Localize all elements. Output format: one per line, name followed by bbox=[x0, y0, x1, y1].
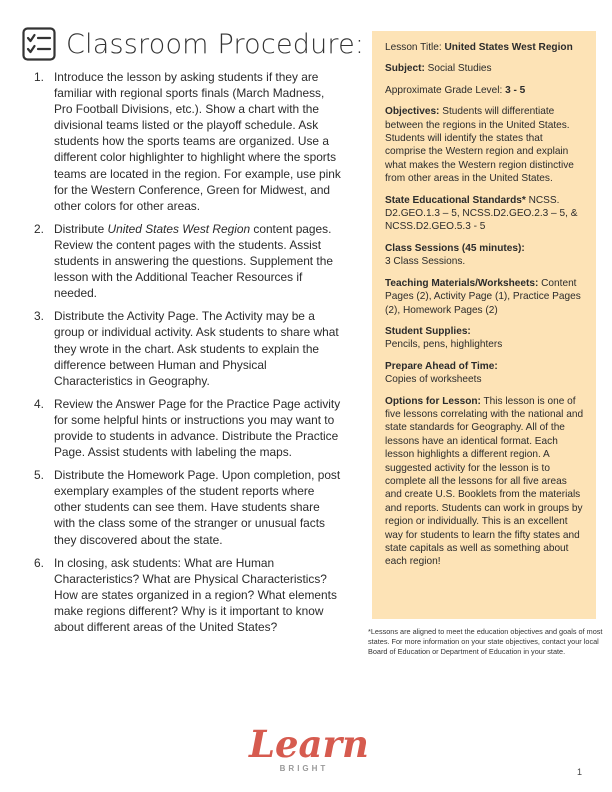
step-text-after: content pages. Review the content pages with the students. Assist students in answering the questions. Supplement the lesson with the Additional Teacher Resources if needed. bbox=[54, 221, 333, 301]
step-number: 3. bbox=[34, 309, 44, 324]
grade-row bbox=[385, 84, 584, 97]
standards-row bbox=[385, 194, 584, 234]
step-number: 5. bbox=[34, 468, 44, 483]
procedure-step bbox=[26, 69, 344, 214]
prepare-label: Prepare Ahead of Time: bbox=[385, 360, 498, 372]
sessions-row bbox=[385, 242, 584, 269]
step-text: Review the Answer Page for the Practice Page activity for some helpful hints or instructions you may want to provide to students in advance. Distribute the Practice Page. Assist students with labeling the maps. bbox=[54, 396, 341, 460]
procedure-step bbox=[26, 396, 344, 460]
grade-value: 3 - 5 bbox=[505, 84, 526, 96]
lesson-title-row bbox=[385, 41, 584, 54]
step-text-before: Distribute bbox=[54, 221, 108, 236]
checklist-icon bbox=[22, 27, 56, 61]
grade-label: Approximate Grade Level: bbox=[385, 84, 506, 96]
logo-subtitle: BRIGHT bbox=[279, 764, 329, 773]
procedure-list bbox=[26, 69, 344, 642]
supplies-row bbox=[385, 325, 584, 352]
lesson-info-sidebar bbox=[372, 31, 596, 619]
step-text: Distribute the Activity Page. The Activity may be a group or individual activity. Ask students to share what they wrote in the chart. Ask students to explain the difference between Human and Physical Characteristics in Geography. bbox=[54, 309, 339, 388]
step-number: 4. bbox=[34, 396, 44, 411]
options-label: Options for Lesson: bbox=[385, 395, 481, 407]
standards-footnote: *Lessons are aligned to meet the education objectives and goals of most states. For more information on your state objectives, contact your local Board of Education or Department of Education in your state. bbox=[368, 627, 603, 657]
logo-word: Learn bbox=[249, 722, 369, 766]
step-text: Introduce the lesson by asking students if they are familiar with regional sports finals (March Madness, Pro Football Divisions, etc.). Show a chart with the divisional teams listed or the playoff schedule. Ask students how the sports teams are organized. Use a different color highlighter to highlight where the sports teams are located in the region. For example, use pink for the Western Conference, Green for Midwest, and other colors for other areas. bbox=[54, 70, 341, 213]
materials-label: Teaching Materials/Worksheets: bbox=[385, 277, 539, 289]
sessions-label: Class Sessions (45 minutes): bbox=[385, 242, 525, 254]
step-text: In closing, ask students: What are Human Characteristics? What are Physical Characteristics?How are states organized in a region? What elements make regions different? Why is it important to know about different areas of the United States? bbox=[54, 555, 337, 634]
procedure-step bbox=[26, 467, 344, 547]
objectives-value: Students will differentiate between the regions in the United States. Students will identify the states that comprise the Western region and explain what makes the Western region distinctive from other areas in the United States. bbox=[385, 106, 574, 185]
step-number: 1. bbox=[34, 70, 44, 84]
step-text bbox=[54, 222, 333, 300]
lesson-title-value: United States West Region bbox=[444, 42, 573, 53]
step-number: 2. bbox=[34, 221, 44, 236]
procedure-step bbox=[26, 221, 344, 301]
procedure-step bbox=[26, 555, 344, 635]
standards-value: NCSS. D2.GEO.1.3 – 5, NCSS.D2.GEO.2.3 – 5, & NCSS.D2.GEO.5.3 - 5 bbox=[385, 194, 578, 233]
procedure-step bbox=[26, 308, 344, 388]
subject-row bbox=[385, 62, 584, 75]
lesson-title-label: Lesson Title: bbox=[385, 42, 445, 53]
standards-label: State Educational Standards* bbox=[385, 194, 526, 206]
sessions-value: 3 Class Sessions. bbox=[385, 256, 466, 268]
page-title: Classroom Procedure: bbox=[66, 28, 365, 60]
learn-bright-logo bbox=[249, 722, 369, 784]
subject-value: Social Studies bbox=[424, 63, 492, 75]
lesson-name-italic: United States West Region bbox=[107, 221, 251, 236]
materials-value: Content Pages (2), Activity Page (1), Practice Pages (2), Homework Pages (2) bbox=[385, 277, 581, 316]
materials-row bbox=[385, 277, 584, 317]
options-row bbox=[385, 395, 584, 569]
step-text: Distribute the Homework Page. Upon completion, post exemplary examples of the student reports where other students can see them. Have students share with the class some of the stranger or unusual facts they discovered about the state. bbox=[54, 468, 341, 547]
objectives-label: Objectives: bbox=[385, 106, 440, 118]
page-header bbox=[22, 24, 364, 64]
step-number: 6. bbox=[34, 555, 44, 570]
subject-label: Subject: bbox=[385, 63, 425, 75]
options-value: This lesson is one of five lessons correlating with the national and state standards for Geography. All of the lessons have an identical format. Each lesson highlights a different region. A suggested activity for the lesson is to complete all the lessons for all five areas and create U.S. Booklets from the materials and reports. Students can work in groups by region or individually. This is an excellent way for students to learn the fifty states and state capitals as well as something about each region! bbox=[385, 395, 584, 568]
objectives-row bbox=[385, 105, 584, 185]
prepare-row bbox=[385, 360, 584, 387]
supplies-value: Pencils, pens, highlighters bbox=[385, 339, 503, 351]
page-number: 1 bbox=[577, 767, 583, 777]
supplies-label: Student Supplies: bbox=[385, 325, 471, 337]
prepare-value: Copies of worksheets bbox=[385, 374, 482, 386]
